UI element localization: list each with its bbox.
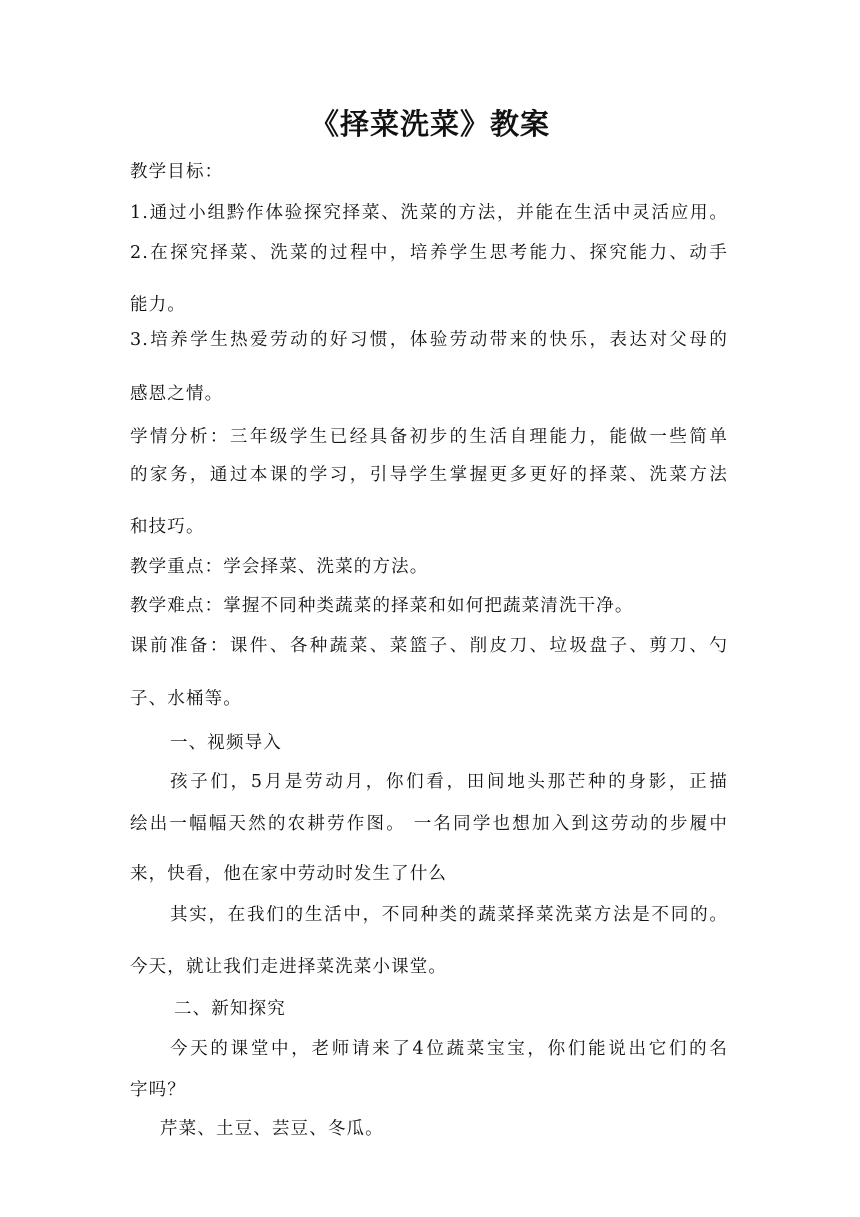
paragraph-line: 孩子们，5月是劳动月，你们看，田间地头那芒种的身影，正描 <box>170 772 728 792</box>
paragraph-line: 绘出一幅幅天然的农耕劳作图。 一名同学也想加入到这劳动的步履中 <box>130 814 728 834</box>
paragraph-line: 学情分析：三年级学生已经具备初步的生活自理能力，能做一些简单 <box>130 427 728 447</box>
paragraph-line: 字吗？ <box>130 1080 186 1100</box>
paragraph-line: 3.培养学生热爱劳动的好习惯，体验劳动带来的快乐，表达对父母的 <box>130 330 728 350</box>
paragraph-line: 今天的课堂中，老师请来了4位蔬菜宝宝，你们能说出它们的名 <box>170 1039 728 1059</box>
document-title: 《择菜洗菜》教案 <box>309 107 550 141</box>
paragraph-line: 能力。 <box>130 295 186 315</box>
section-heading: 一、视频导入 <box>170 733 282 753</box>
paragraph-line: 课前准备：课件、各种蔬菜、菜篮子、削皮刀、垃圾盘子、剪刀、勺 <box>130 636 728 656</box>
paragraph-line: 教学重点：学会择菜、洗菜的方法。 <box>130 557 429 577</box>
paragraph-line: 1.通过小组黔作体验探究择菜、洗菜的方法，并能在生活中灵活应用。 <box>130 203 728 223</box>
paragraph-line: 子、水桶等。 <box>130 689 242 709</box>
paragraph-line: 其实，在我们的生活中，不同种类的蔬菜择菜洗菜方法是不同的。 <box>170 905 728 925</box>
section-heading: 二、新知探究 <box>174 999 286 1019</box>
paragraph-line: 感恩之情。 <box>130 384 224 404</box>
paragraph-line: 2.在探究择菜、洗菜的过程中，培养学生思考能力、探究能力、动手 <box>130 243 728 263</box>
paragraph-line: 教学目标： <box>130 162 224 182</box>
paragraph-line: 今天，就让我们走进择菜洗菜小课堂。 <box>130 957 448 977</box>
paragraph-line: 教学难点：掌握不同种类蔬菜的择菜和如何把蔬菜清洗干净。 <box>130 596 634 616</box>
paragraph-line: 的家务，通过本课的学习，引导学生掌握更多更好的择菜、洗菜方法 <box>130 465 728 485</box>
paragraph-line: 来，快看，他在家中劳动时发生了什么 <box>130 864 448 884</box>
paragraph-line: 和技巧。 <box>130 517 205 537</box>
paragraph-line: 芹菜、土豆、芸豆、冬瓜。 <box>160 1119 384 1139</box>
